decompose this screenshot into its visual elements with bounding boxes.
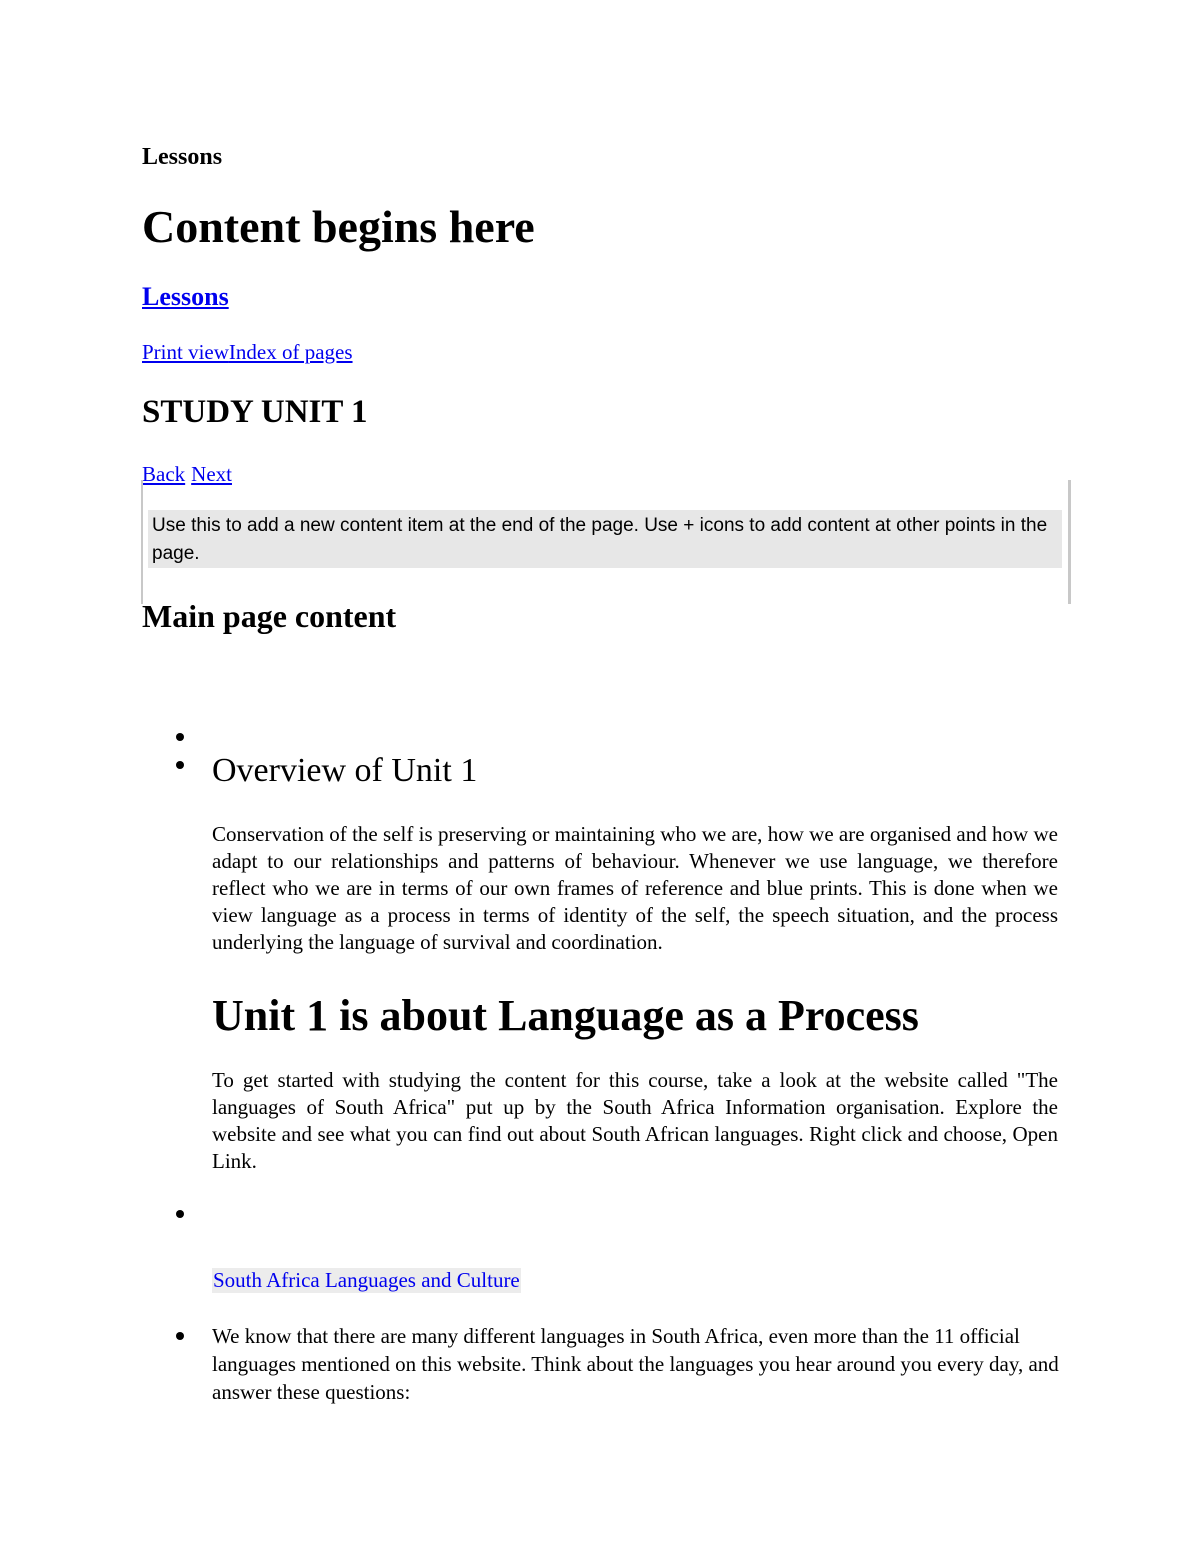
- questions-paragraph: We know that there are many different languages in South Africa, even more than the 11 official languages mentioned on this website. Think about the languages you hear around you every day, and answer these questions:: [212, 1324, 1059, 1404]
- list-bullet: [176, 1332, 184, 1340]
- list-bullet: [176, 1210, 184, 1218]
- print-view-link[interactable]: Print view: [142, 340, 229, 364]
- index-of-pages-link[interactable]: Index of pages: [228, 340, 353, 364]
- unit-title: STUDY UNIT 1: [142, 394, 368, 430]
- south-africa-languages-link[interactable]: South Africa Languages and Culture: [213, 1268, 520, 1292]
- list-bullet: [176, 733, 184, 741]
- page-title: Content begins here: [142, 201, 535, 252]
- next-link[interactable]: Next: [191, 462, 232, 486]
- list-bullet: [176, 761, 184, 769]
- main-content-heading: Main page content: [142, 598, 397, 634]
- page-toolbar: [142, 340, 353, 365]
- breadcrumb: Lessons: [142, 144, 223, 170]
- add-content-hint[interactable]: Use this to add a new content item at the end of the page. Use + icons to add content at other points in the page.: [148, 510, 1062, 568]
- lessons-link[interactable]: Lessons: [142, 282, 229, 311]
- unit-topic-heading: Unit 1 is about Language as a Process: [212, 991, 919, 1040]
- getting-started-paragraph: To get started with studying the content for this course, take a look at the website called "The languages of South Africa" put up by the South Africa Information organisation. Explore the website and see what you can find out about South African languages. Right click and choose, Open Link.: [212, 1068, 1058, 1173]
- back-link[interactable]: Back: [142, 462, 186, 486]
- overview-heading: Overview of Unit 1: [212, 752, 478, 789]
- overview-paragraph: Conservation of the self is preserving or maintaining who we are, how we are organised and how we adapt to our relationships and patterns of behaviour. Whenever we use language, we therefore reflect who we are in terms of our own frames of reference and blue prints. This is done when we view language as a process in terms of identity of the self, the speech situation, and the process underlying the language of survival and coordination.: [212, 822, 1058, 954]
